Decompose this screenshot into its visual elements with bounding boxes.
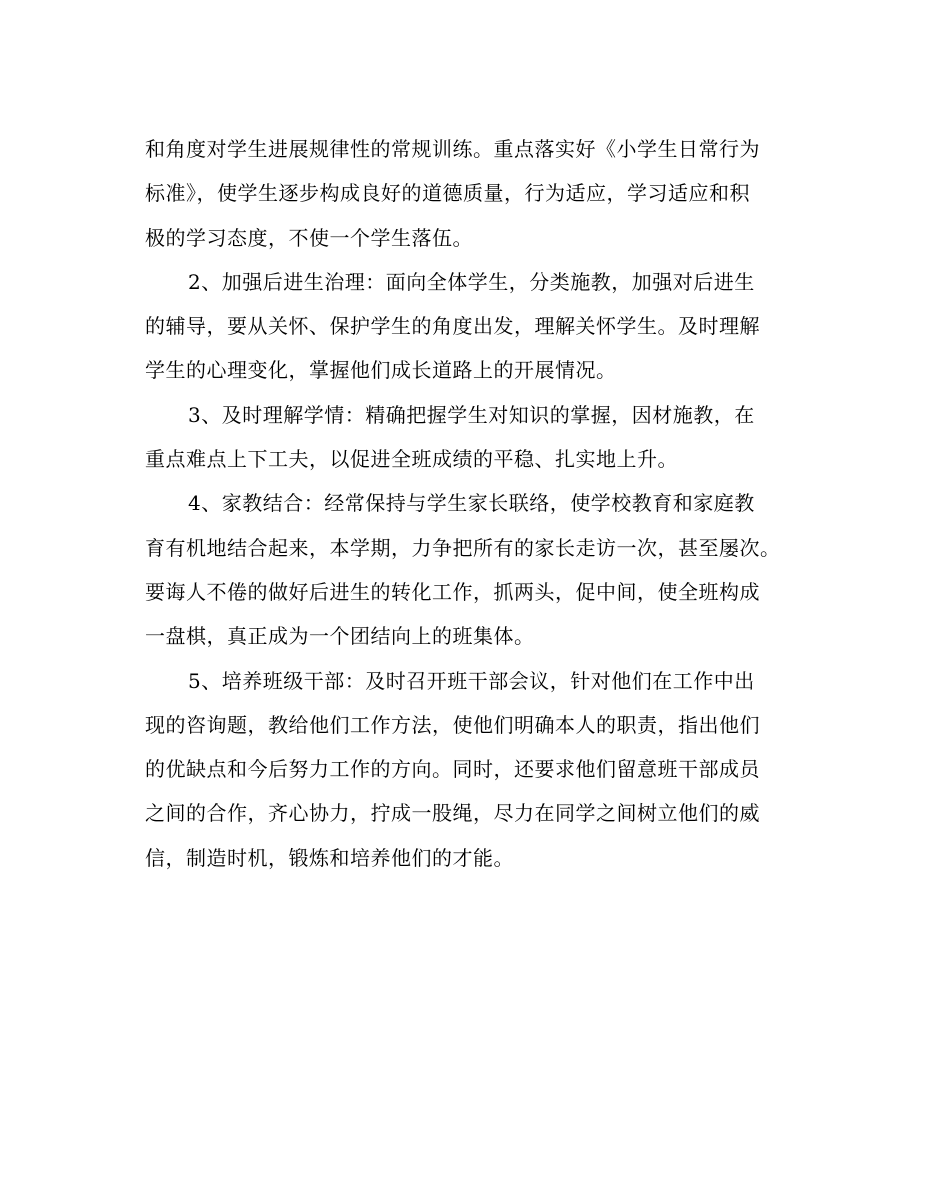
- paragraph-start-line: 3、及时理解学情：精确把握学生对知识的掌握，因材施教，在: [188, 402, 755, 427]
- paragraph-start-line: 5、培养班级干部：及时召开班干部会议，针对他们在工作中出: [188, 668, 755, 693]
- text-line: 标准》，使学生逐步构成良好的道德质量，行为适应，学习适应和积: [145, 181, 750, 206]
- paragraph-start-line: 2、加强后进生治理：面向全体学生，分类施教，加强对后进生: [188, 269, 755, 294]
- text-line: 的优缺点和今后努力工作的方向。同时，还要求他们留意班干部成员: [145, 757, 760, 782]
- text-line: 一盘棋，真正成为一个团结向上的班集体。: [145, 624, 535, 649]
- document-body: [145, 131, 815, 884]
- text-line: 极的学习态度，不使一个学生落伍。: [145, 225, 473, 250]
- text-line: 要诲人不倦的做好后进生的转化工作，抓两头，促中间，使全班构成: [145, 579, 760, 604]
- text-line: 重点难点上下工夫，以促进全班成绩的平稳、扎实地上升。: [145, 447, 678, 472]
- text-line: 学生的心理变化，掌握他们成长道路上的开展情况。: [145, 358, 617, 383]
- text-line: 的辅导，要从关怀、保护学生的角度出发，理解关怀学生。及时理解: [145, 314, 760, 339]
- text-line: 育有机地结合起来，本学期，力争把所有的家长走访一次，甚至屡次。: [145, 535, 781, 560]
- text-line: 和角度对学生进展规律性的常规训练。重点落实好《小学生日常行为: [145, 137, 760, 161]
- text-line: 信，制造时机，锻炼和培养他们的才能。: [145, 845, 514, 870]
- text-line: 之间的合作，齐心协力，拧成一股绳，尽力在同学之间树立他们的威: [145, 801, 760, 826]
- text-line: 现的咨询题，教给他们工作方法，使他们明确本人的职责，指出他们: [145, 712, 760, 737]
- paragraph-start-line: 4、家教结合：经常保持与学生家长联络，使学校教育和家庭教: [188, 491, 755, 516]
